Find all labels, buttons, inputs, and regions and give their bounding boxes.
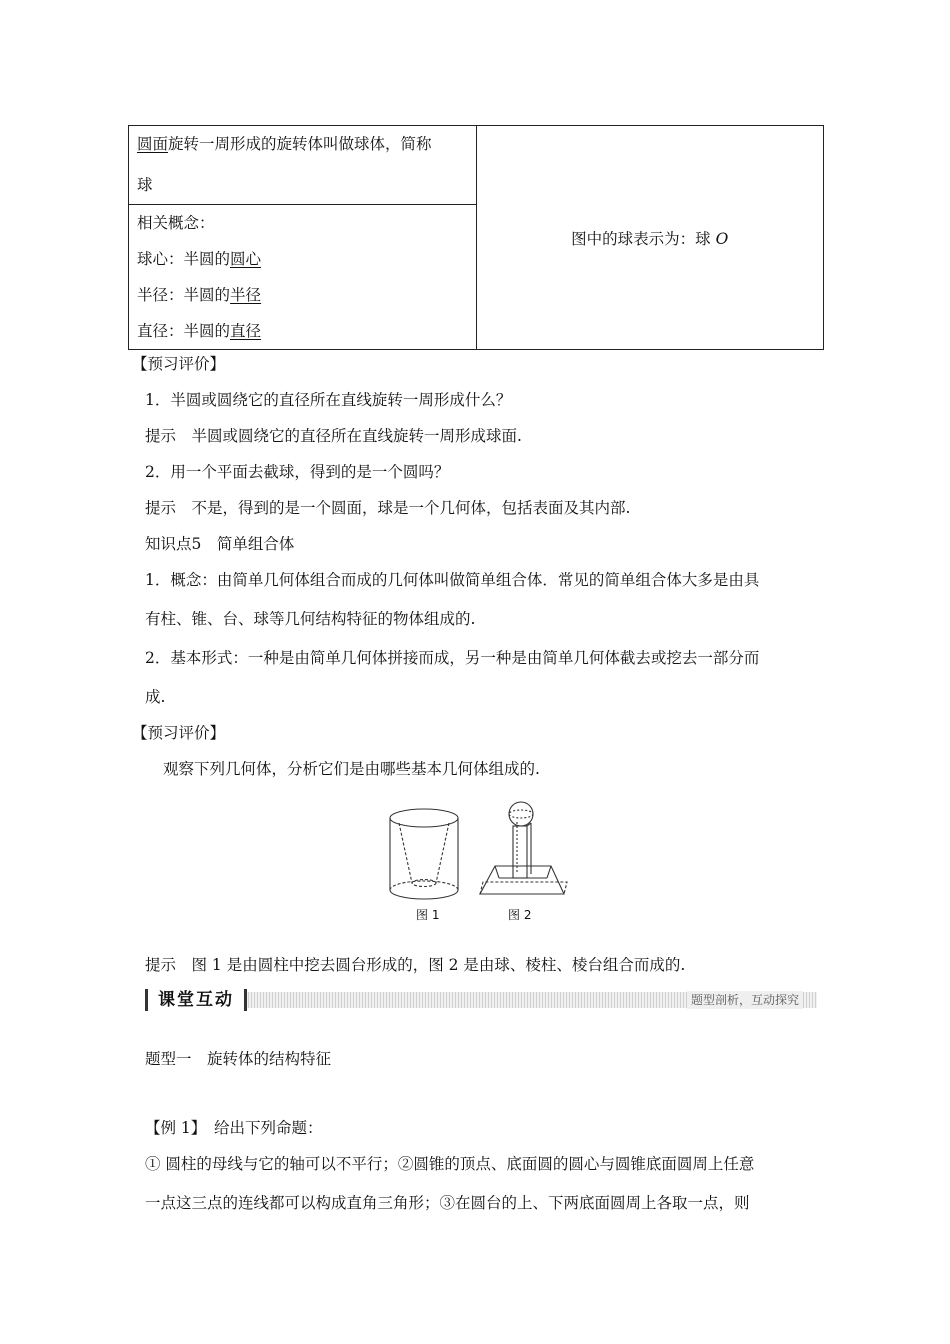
- example1-label: 【例 1】: [145, 1119, 199, 1137]
- cylinder-figure: [390, 809, 458, 899]
- concept-center: 球心：半圆的圆心: [137, 250, 262, 268]
- preview1-answer1: 提示 半圆或圆绕它的直径所在直线旋转一周形成球面.: [145, 427, 522, 445]
- sphere-symbol: O: [715, 229, 729, 248]
- preview2-question: 观察下列几何体，分析它们是由哪些基本几何体组成的.: [163, 760, 540, 778]
- type1-title: 题型一 旋转体的结构特征: [145, 1050, 332, 1068]
- definition-cell: [129, 126, 477, 205]
- sphere-definition-table: [128, 125, 824, 350]
- sphere-notation-text: 图中的球表示为：球: [571, 229, 716, 248]
- definition-text: 旋转一周形成的旋转体叫做球体，简称: [168, 135, 432, 153]
- definition-line2: 球: [137, 176, 153, 194]
- example1-statement-line2: 一点这三点的连线都可以构成直角三角形；③在圆台的上、下两底面圆周上各取一点，则: [145, 1194, 750, 1212]
- underlined-term-disk: 圆面: [137, 135, 169, 153]
- example1-statement-line1: ① 圆柱的母线与它的轴可以不平行；②圆锥的顶点、底面圆的圆心与圆锥底面圆周上任意: [145, 1155, 755, 1173]
- geometry-figures: [380, 794, 580, 929]
- preview-header-2: 【预习评价】: [132, 724, 226, 742]
- banner-title: 课堂互动: [145, 989, 247, 1011]
- preview-header-1: 【预习评价】: [132, 355, 226, 373]
- banner-subtitle: 题型剖析，互动探究: [687, 991, 803, 1009]
- figure1-caption: 图 1: [416, 908, 440, 922]
- concepts-cell: [129, 205, 477, 350]
- concepts-title: 相关概念：: [137, 214, 215, 232]
- concept-diameter: 直径：半圆的直径: [137, 322, 262, 340]
- preview2-answer: 提示 图 1 是由圆柱中挖去圆台形成的，图 2 是由球、棱柱、棱台组合而成的.: [145, 956, 686, 974]
- knowledge5-title: 知识点5 简单组合体: [145, 535, 295, 553]
- knowledge5-p2-line2: 成.: [145, 688, 166, 706]
- example1-text: 给出下列命题：: [198, 1119, 323, 1137]
- example1-line: [145, 1116, 323, 1140]
- figure-svg: [380, 794, 580, 929]
- definition-line1: [137, 132, 476, 156]
- knowledge5-p2-line1: 2．基本形式：一种是由简单几何体拼接而成，另一种是由简单几何体截去或挖去一部分而: [145, 649, 760, 667]
- section-banner: [145, 989, 817, 1011]
- figure2-caption: 图 2: [508, 908, 532, 922]
- knowledge5-p1-line1: 1．概念：由简单几何体组合而成的几何体叫做简单组合体．常见的简单组合体大多是由具: [145, 571, 760, 589]
- preview1-answer2: 提示 不是，得到的是一个圆面，球是一个几何体，包括表面及其内部.: [145, 499, 631, 517]
- composite-figure: [480, 802, 567, 894]
- preview1-question1: 1．半圆或圆绕它的直径所在直线旋转一周形成什么？: [145, 391, 512, 409]
- sphere-notation-cell: [476, 126, 824, 350]
- concept-radius: 半径：半圆的半径: [137, 286, 262, 304]
- knowledge5-p1-line2: 有柱、锥、台、球等几何结构特征的物体组成的.: [145, 610, 476, 628]
- preview1-question2: 2．用一个平面去截球，得到的是一个圆吗？: [145, 463, 450, 481]
